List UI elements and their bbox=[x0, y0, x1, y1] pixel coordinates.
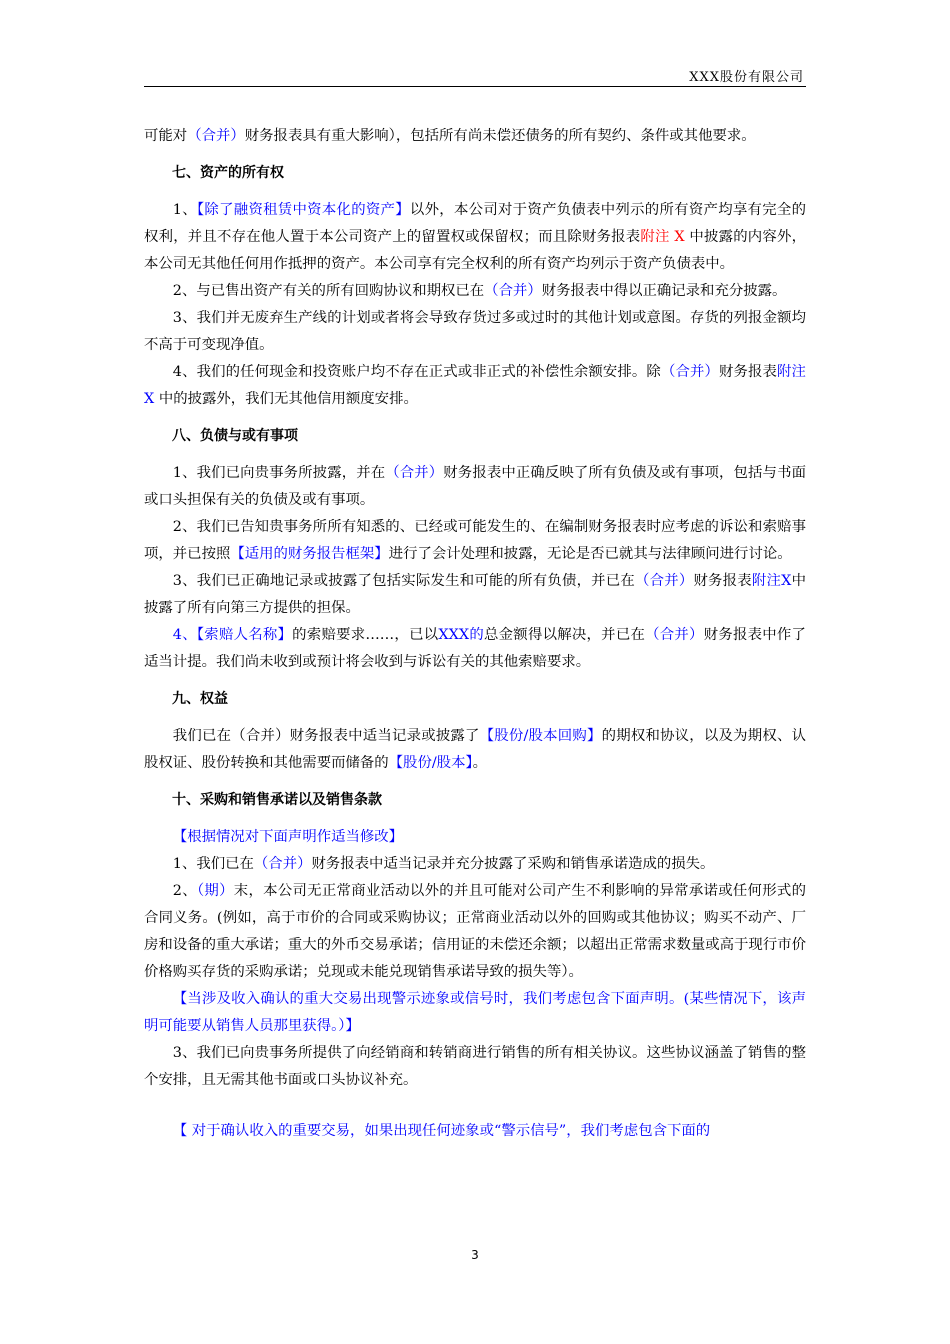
placeholder-text: （合并） bbox=[385, 465, 444, 481]
placeholder-text: 【除了融资租赁中资本化的资产】 bbox=[196, 202, 410, 218]
section-heading-7: 七、资产的所有权 bbox=[172, 165, 284, 181]
section7-paragraph-4 bbox=[144, 359, 806, 413]
guidance-note-3: 【 对于确认收入的重要交易，如果出现任何迹象或“警示信号”，我们考虑包含下面的 bbox=[172, 1123, 711, 1139]
text-run: 1、我们已向贵事务所披露，并在 bbox=[172, 465, 386, 481]
text-run: 中的披露外，我们无其他信用额度安排。 bbox=[154, 391, 418, 407]
text-run: 1、我们已在 bbox=[172, 856, 254, 872]
placeholder-text: （合并） bbox=[660, 364, 719, 380]
placeholder-text: 【股份/股本】 bbox=[388, 755, 473, 771]
note-reference: 附注X bbox=[751, 573, 792, 589]
text-run: 4、我们的任何现金和投资账户均不存在正式或非正式的补偿性余额安排。除 bbox=[172, 364, 661, 380]
text-run: 财务报表 bbox=[693, 573, 752, 589]
placeholder-text: 【适用的财务报告框架】 bbox=[230, 546, 389, 562]
text-run: 财务报表中正确反映了所有负债及或有事项，包括与书面或口头担保有关的负债及或有事项。 bbox=[144, 465, 806, 508]
section10-paragraph-2 bbox=[144, 878, 806, 986]
section10-paragraph-1 bbox=[144, 851, 806, 878]
placeholder-text: 【股份/股本回购】 bbox=[479, 728, 602, 744]
text-run: 2、 bbox=[172, 883, 197, 899]
placeholder-text: （合并） bbox=[253, 856, 312, 872]
text-run: 财务报表具有重大影响），包括所有尚未偿还债务的所有契约、条件或其他要求。 bbox=[244, 128, 756, 144]
text-run: 1、 bbox=[172, 202, 197, 218]
placeholder-text: （期） bbox=[196, 883, 234, 899]
page-number: 3 bbox=[471, 1248, 479, 1262]
section8-paragraph-3 bbox=[144, 568, 806, 622]
text-run: 3、我们已正确地记录或披露了包括实际发生和可能的所有负债，并已在 bbox=[172, 573, 636, 589]
guidance-note-1: 【根据情况对下面声明作适当修改】 bbox=[172, 829, 404, 845]
text-run: 的索赔要求……，已以 bbox=[292, 627, 439, 643]
note-reference: 附注 X bbox=[640, 229, 685, 245]
section7-paragraph-3: 3、我们并无废弃生产线的计划或者将会导致存货过多或过时的其他计划或意图。存货的列报金额均不高于可变现净值。 bbox=[144, 310, 806, 353]
placeholder-text: （合并） bbox=[645, 627, 704, 643]
text-run: 以外，本公司对于资产负债表中列示的所有资产均享有完全的权利，并且不存在他人置于本公司资产上的留置权或保留权；而且除财务报表 bbox=[144, 202, 806, 245]
text-run: 总金额得以解决，并已在 bbox=[484, 627, 646, 643]
text-run: 财务报表 bbox=[719, 364, 778, 380]
page-header bbox=[144, 62, 806, 87]
text-run: 财务报表中适当记录并充分披露了采购和销售承诺造成的损失。 bbox=[311, 856, 715, 872]
placeholder-text: （合并） bbox=[484, 283, 542, 299]
section8-paragraph-1 bbox=[144, 460, 806, 514]
text-run: 的期权和协议，以及为期权、认股权证、股份转换和其他需要而储备的 bbox=[144, 728, 806, 771]
guidance-note-2: 【当涉及收入确认的重大交易出现警示迹象或信号时，我们考虑包含下面声明。(某些情况下，该声明可能要从销售人员那里获得。）】 bbox=[144, 991, 806, 1034]
text-run: 2、我们已告知贵事务所所有知悉的、已经或可能发生的、在编制财务报表时应考虑的诉讼和索赔事项，并已按照 bbox=[144, 519, 806, 562]
intro-paragraph bbox=[144, 123, 806, 150]
section7-paragraph-2 bbox=[144, 278, 806, 305]
placeholder-text: 4、【索赔人名称】 bbox=[172, 627, 293, 643]
section-heading-10: 十、采购和销售承诺以及销售条款 bbox=[172, 792, 382, 808]
document-body bbox=[144, 123, 806, 1145]
text-run: 中披露了所有向第三方提供的担保。 bbox=[144, 573, 806, 616]
note-reference: 附注 X bbox=[144, 364, 806, 407]
placeholder-text: （合并） bbox=[187, 128, 245, 144]
section10-paragraph-3: 3、我们已向贵事务所提供了向经销商和转销商进行销售的所有相关协议。这些协议涵盖了销售的整个安排，且无需其他书面或口头协议补充。 bbox=[144, 1045, 806, 1088]
section8-paragraph-2 bbox=[144, 514, 806, 568]
placeholder-text: （合并） bbox=[635, 573, 694, 589]
text-run: 财务报表中作了适当计提。我们尚未收到或预计将会收到与诉讼有关的其他索赔要求。 bbox=[144, 627, 806, 670]
company-name: XXX股份有限公司 bbox=[689, 70, 804, 85]
text-run: 末，本公司无正常商业活动以外的并且可能对公司产生不利影响的异常承诺或任何形式的合同义务。(例如，高于市价的合同或采购协议；正常商业活动以外的回购或其他协议；购买不动产、厂房和设备的重大承诺；重大的外币交易承诺；信用证的未偿还余额；以超出正常需求数量或高于现行市价价格购买存货的采购承诺；兑现或未能兑现销售承诺导致的损失等）。 bbox=[144, 883, 806, 980]
placeholder-text: XXX的 bbox=[438, 627, 485, 643]
section8-paragraph-4 bbox=[144, 622, 806, 676]
text-run: 中披露的内容外，本公司无其他任何用作抵押的资产。本公司享有完全权利的所有资产均列示于资产负债表中。 bbox=[144, 229, 806, 272]
text-run: 进行了会计处理和披露，无论是否已就其与法律顾问进行讨论。 bbox=[388, 546, 792, 562]
section7-paragraph-1 bbox=[144, 197, 806, 278]
text-run: 可能对 bbox=[144, 128, 188, 144]
text-run: 。 bbox=[472, 755, 488, 771]
text-run: 我们已在（合并）财务报表中适当记录或披露了 bbox=[172, 728, 480, 744]
text-run: 财务报表中得以正确记录和充分披露。 bbox=[541, 283, 787, 299]
section-heading-9: 九、权益 bbox=[172, 691, 228, 707]
section-heading-8: 八、负债与或有事项 bbox=[172, 428, 298, 444]
text-run: 2、与已售出资产有关的所有回购协议和期权已在 bbox=[172, 283, 485, 299]
section9-paragraph-1 bbox=[144, 723, 806, 777]
